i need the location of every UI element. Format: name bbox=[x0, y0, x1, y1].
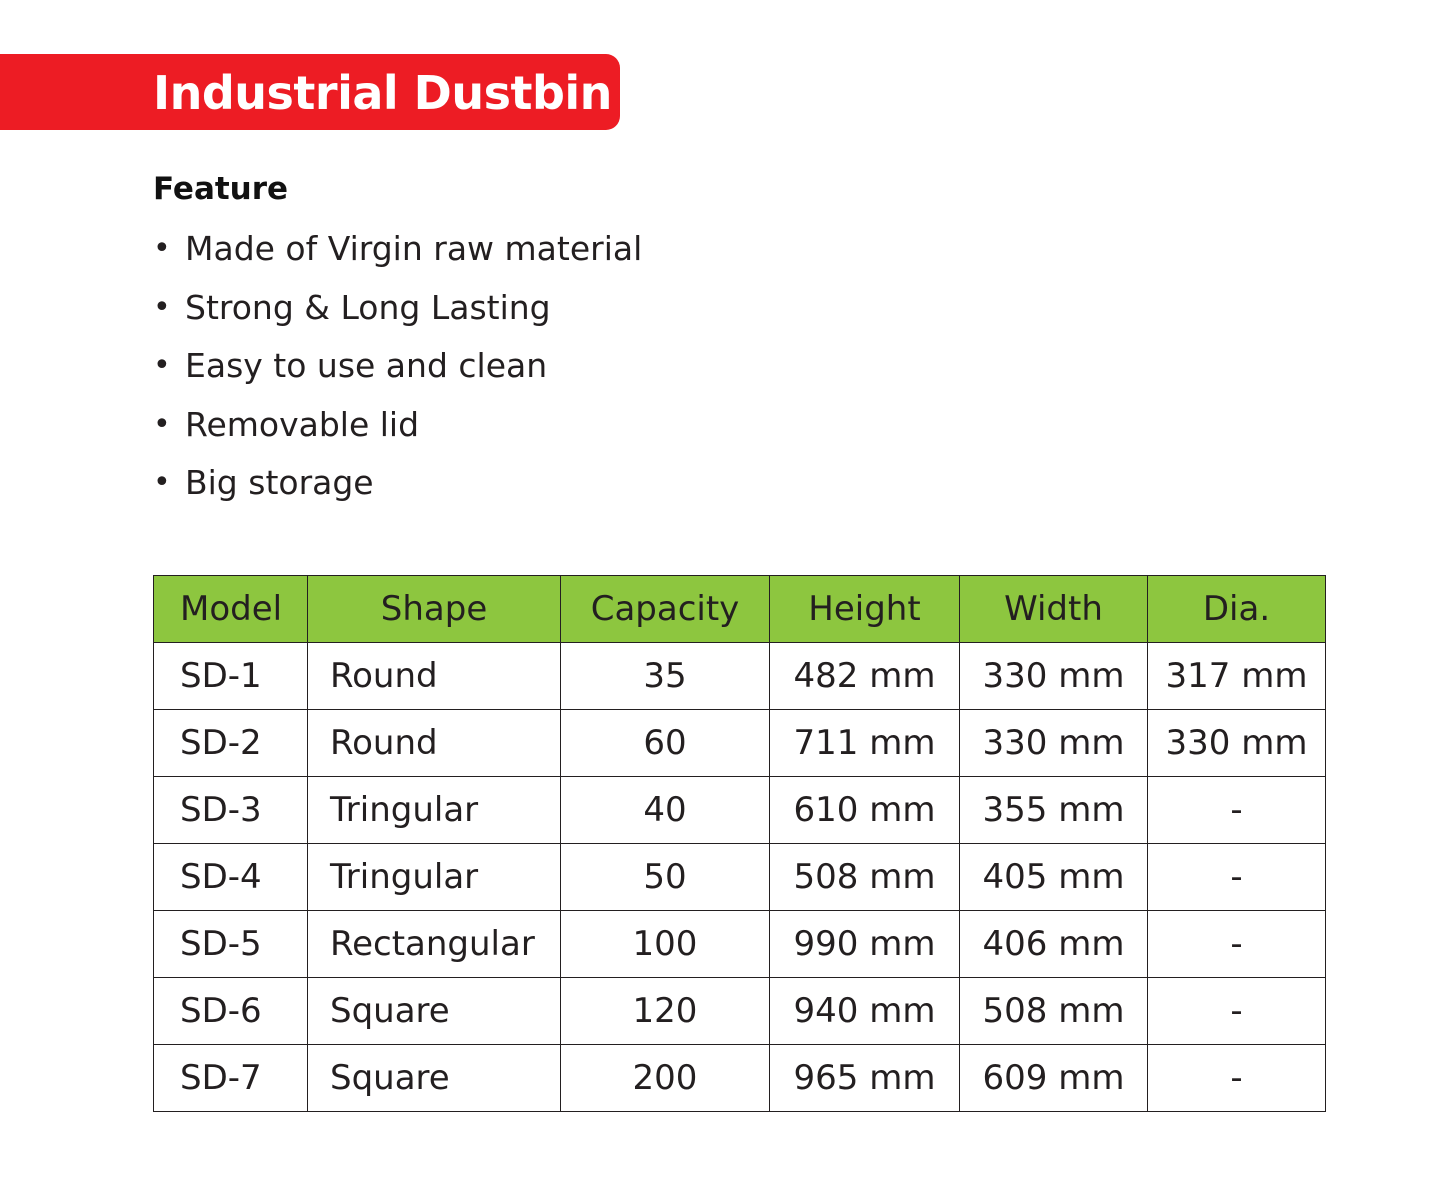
table-row bbox=[154, 911, 1326, 978]
cell-width: 406 mm bbox=[960, 911, 1148, 978]
cell-height: 940 mm bbox=[770, 978, 960, 1045]
cell-model: SD-1 bbox=[154, 643, 308, 710]
cell-model: SD-7 bbox=[154, 1045, 308, 1112]
bullet-icon: • bbox=[153, 348, 171, 383]
bullet-icon: • bbox=[153, 465, 171, 500]
feature-text: Easy to use and clean bbox=[185, 346, 548, 385]
feature-text: Made of Virgin raw material bbox=[185, 229, 643, 268]
cell-dia: - bbox=[1148, 777, 1326, 844]
feature-item bbox=[153, 458, 642, 517]
cell-height: 482 mm bbox=[770, 643, 960, 710]
cell-width: 355 mm bbox=[960, 777, 1148, 844]
cell-shape: Square bbox=[308, 978, 561, 1045]
title-banner bbox=[0, 54, 620, 130]
cell-model: SD-5 bbox=[154, 911, 308, 978]
cell-width: 330 mm bbox=[960, 710, 1148, 777]
cell-width: 330 mm bbox=[960, 643, 1148, 710]
feature-text: Removable lid bbox=[185, 404, 420, 444]
cell-dia: - bbox=[1148, 978, 1326, 1045]
cell-height: 965 mm bbox=[770, 1045, 960, 1112]
table-row bbox=[154, 777, 1326, 844]
cell-width: 609 mm bbox=[960, 1045, 1148, 1112]
spec-table bbox=[153, 575, 1326, 1112]
cell-capacity: 100 bbox=[561, 911, 770, 978]
cell-capacity: 35 bbox=[561, 643, 770, 710]
cell-model: SD-6 bbox=[154, 978, 308, 1045]
table-row bbox=[154, 978, 1326, 1045]
cell-dia: - bbox=[1148, 911, 1326, 978]
column-header-width: Width bbox=[960, 576, 1148, 643]
table-row bbox=[154, 844, 1326, 911]
feature-list bbox=[153, 224, 642, 517]
cell-capacity: 60 bbox=[561, 710, 770, 777]
cell-dia: - bbox=[1148, 844, 1326, 911]
cell-dia: - bbox=[1148, 1045, 1326, 1112]
cell-shape: Round bbox=[308, 710, 561, 777]
cell-shape: Tringular bbox=[308, 844, 561, 911]
column-header-model: Model bbox=[154, 576, 308, 643]
feature-text: Strong & Long Lasting bbox=[185, 287, 551, 327]
column-header-capacity: Capacity bbox=[561, 576, 770, 643]
cell-height: 508 mm bbox=[770, 844, 960, 911]
feature-item bbox=[153, 400, 642, 459]
column-header-dia: Dia. bbox=[1148, 576, 1326, 643]
cell-width: 508 mm bbox=[960, 978, 1148, 1045]
page-title: Industrial Dustbin bbox=[153, 66, 612, 120]
cell-width: 405 mm bbox=[960, 844, 1148, 911]
cell-shape: Round bbox=[308, 643, 561, 710]
table-row bbox=[154, 710, 1326, 777]
column-header-height: Height bbox=[770, 576, 960, 643]
cell-dia: 330 mm bbox=[1148, 710, 1326, 777]
cell-height: 990 mm bbox=[770, 911, 960, 978]
cell-model: SD-4 bbox=[154, 844, 308, 911]
feature-item bbox=[153, 224, 642, 283]
feature-item bbox=[153, 283, 642, 342]
cell-capacity: 120 bbox=[561, 978, 770, 1045]
cell-shape: Tringular bbox=[308, 777, 561, 844]
cell-model: SD-3 bbox=[154, 777, 308, 844]
cell-capacity: 200 bbox=[561, 1045, 770, 1112]
feature-text: Big storage bbox=[185, 463, 374, 502]
cell-model: SD-2 bbox=[154, 710, 308, 777]
cell-shape: Rectangular bbox=[308, 911, 561, 978]
column-header-shape: Shape bbox=[308, 576, 561, 643]
bullet-icon: • bbox=[153, 406, 171, 442]
table-header-row bbox=[154, 576, 1326, 643]
bullet-icon: • bbox=[153, 289, 171, 325]
cell-capacity: 50 bbox=[561, 844, 770, 911]
cell-height: 711 mm bbox=[770, 710, 960, 777]
cell-height: 610 mm bbox=[770, 777, 960, 844]
feature-heading: Feature bbox=[153, 171, 289, 207]
table-row bbox=[154, 643, 1326, 710]
feature-item bbox=[153, 341, 642, 400]
cell-shape: Square bbox=[308, 1045, 561, 1112]
table-row bbox=[154, 1045, 1326, 1112]
cell-dia: 317 mm bbox=[1148, 643, 1326, 710]
bullet-icon: • bbox=[153, 231, 171, 266]
cell-capacity: 40 bbox=[561, 777, 770, 844]
